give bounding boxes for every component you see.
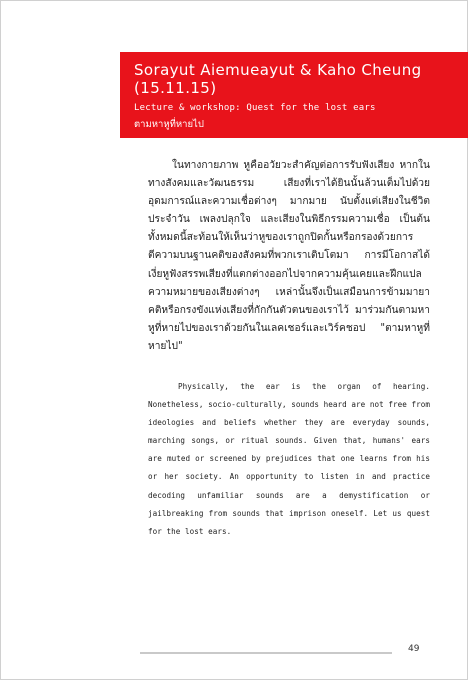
event-subtitle-thai: ตามหาหูที่หายไป (134, 119, 204, 130)
thai-description-paragraph: ในทางกายภาพ หูคืออวัยวะสำคัญต่อการรับฟังเสียง หากในทางสังคมและวัฒนธรรม เสียงที่เราได้ยินนั้นล้วนเต็มไปด้วยอุดมการณ์และความเชื่อต่างๆ มากมาย นับตั้งแต่เสียงในชีวิตประจำวัน เพลงปลุกใจ และเสียงในพิธีกรรมความเชื่อ เป็นต้น ทั้งหมดนี้สะท้อนให้เห็นว่าหูของเราถูกปิดกั้นหรือกรองด้วยการตีความบนฐานคติของสังคมที่พวกเราเติบโตมา การมีโอกาสได้เงี่ยหูฟังสรรพเสียงที่แตกต่างออกไปจากความคุ้นเคยและฝึกแปลความหมายของเสียงต่างๆ เหล่านั้นจึงเป็นเสมือนการข้ามมายาคติหรือกรงขังแห่งเสียงที่กักกันตัวตนของเราไว้ มาร่วมกันตามหาหูที่หายไปของเราด้วยกันในเลคเชอร์และเวิร์คชอป "ตามหาหูที่หายไป" (148, 160, 430, 352)
header-band (120, 52, 468, 138)
footer-rule (140, 652, 392, 654)
page-number: 49 (408, 644, 420, 654)
event-subtitle: Lecture & workshop: Quest for the lost ears (134, 103, 376, 113)
english-description-paragraph: Physically, the ear is the organ of hearing. Nonetheless, socio-culturally, sounds heard are not free from ideologies and beliefs whether they are everyday sounds, marching songs, or ritual sounds. Given that, humans' ears are muted or screened by prejudices that one learns from his or her society. An opportunity to listen in and practice decoding unfamiliar sounds are a demystification or jailbreaking from sounds that imprison oneself. Let us quest for the lost ears. (148, 382, 430, 536)
event-title: Sorayut Aiemueayut & Kaho Cheung (15.11.15) (134, 61, 422, 97)
